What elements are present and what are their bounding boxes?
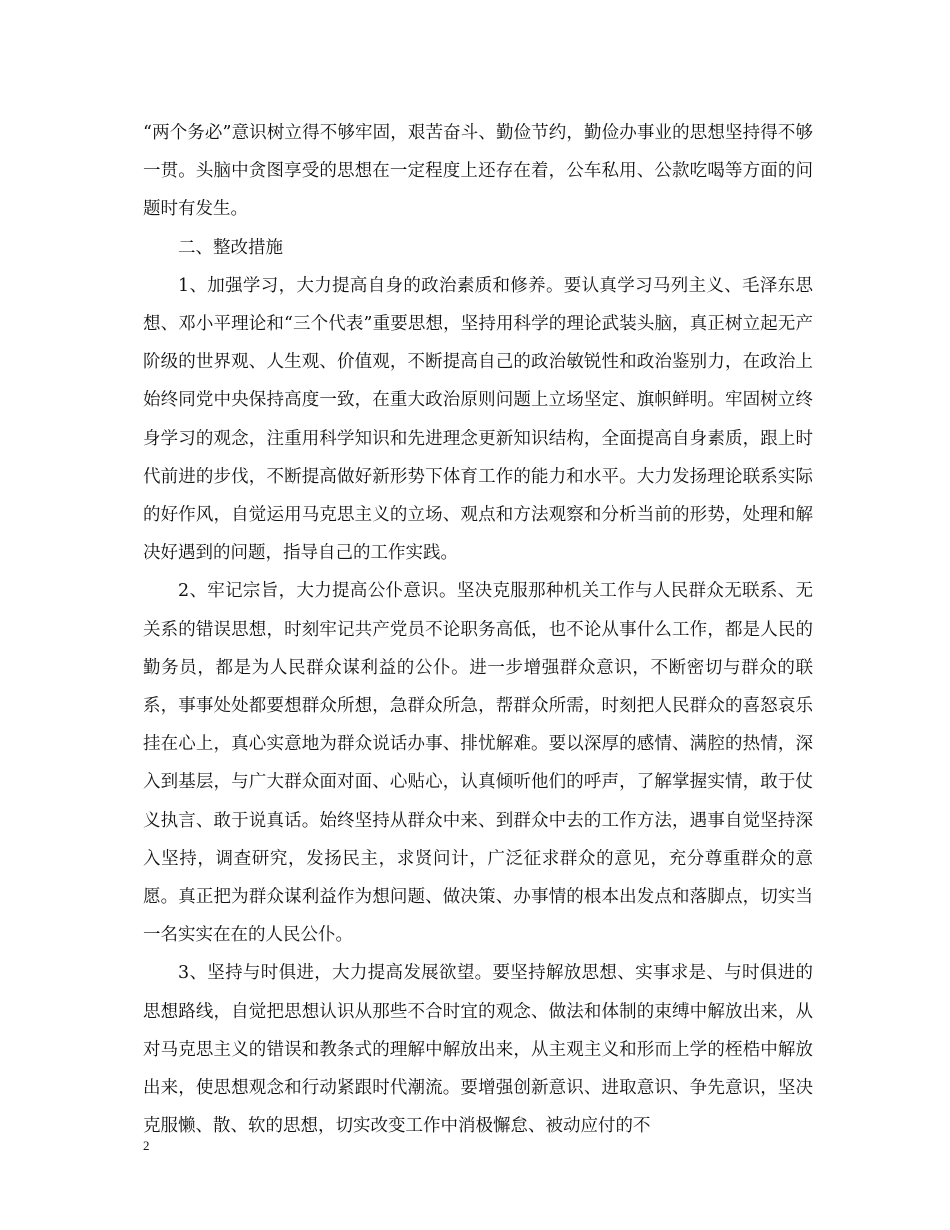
- paragraph-measure-3: 3、坚持与时俱进，大力提高发展欲望。要坚持解放思想、实事求是、与时俱进的思想路线，自觉把思想认识从那些不合时宜的观念、做法和体制的束缚中解放出来，从对马克思主义的错误和教条式的理解中解放出来，从主观主义和形而上学的桎梏中解放出来，使思想观念和行动紧跟时代潮流。要增强创新意识、进取意识、争先意识，坚决克服懒、散、软的思想，切实改变工作中消极懈怠、被动应付的不: [143, 963, 813, 1137]
- page-number: 2: [143, 1138, 150, 1153]
- paragraph-measure-1: 1、加强学习，大力提高自身的政治素质和修养。要认真学习马列主义、毛泽东思想、邓小平理论和“三个代表”重要思想，坚持用科学的理论武装头脑，真正树立起无产阶级的世界观、人生观、价值观，不断提高自己的政治敏锐性和政治鉴别力，在政治上始终同党中央保持高度一致，在重大政治原则问题上立场坚定、旗帜鲜明。牢固树立终身学习的观念，注重用科学知识和先进理念更新知识结构，全面提高自身素质，跟上时代前进的步伐，不断提高做好新形势下体育工作的能力和水平。大力发扬理论联系实际的好作风，自觉运用马克思主义的立场、观点和方法观察和分析当前的形势，处理和解决好遇到的问题，指导自己的工作实践。: [143, 275, 813, 564]
- section-heading: 二、整改措施: [178, 237, 283, 258]
- paragraph-measure-2: 2、牢记宗旨，大力提高公仆意识。坚决克服那种机关工作与人民群众无联系、无关系的错误思想，时刻牢记共产党员不论职务高低，也不论从事什么工作，都是人民的勤务员，都是为人民群众谋利益的公仆。进一步增强群众意识，不断密切与群众的联系，事事处处都要想群众所想，急群众所急，帮群众所需，时刻把人民群众的喜怒哀乐挂在心上，真心实意地为群众说话办事、排忧解难。要以深厚的感情、满腔的热情，深入到基层，与广大群众面对面、心贴心，认真倾听他们的呼声，了解掌握实情，敢于仗义执言、敢于说真话。始终坚持从群众中来、到群众中去的工作方法，遇事自觉坚持深入坚持，调查研究，发扬民主，求贤问计，广泛征求群众的意见，充分尊重群众的意愿。真正把为群众谋利益作为想问题、做决策、办事情的根本出发点和落脚点，切实当一名实实在在的人民公仆。: [143, 581, 813, 946]
- paragraph-continuation: “两个务必”意识树立得不够牢固，艰苦奋斗、勤俭节约，勤俭办事业的思想坚持得不够一贯。头脑中贪图享受的思想在一定程度上还存在着，公车私用、公款吃喝等方面的问题时有发生。: [143, 123, 813, 220]
- document-body: [143, 114, 813, 1145]
